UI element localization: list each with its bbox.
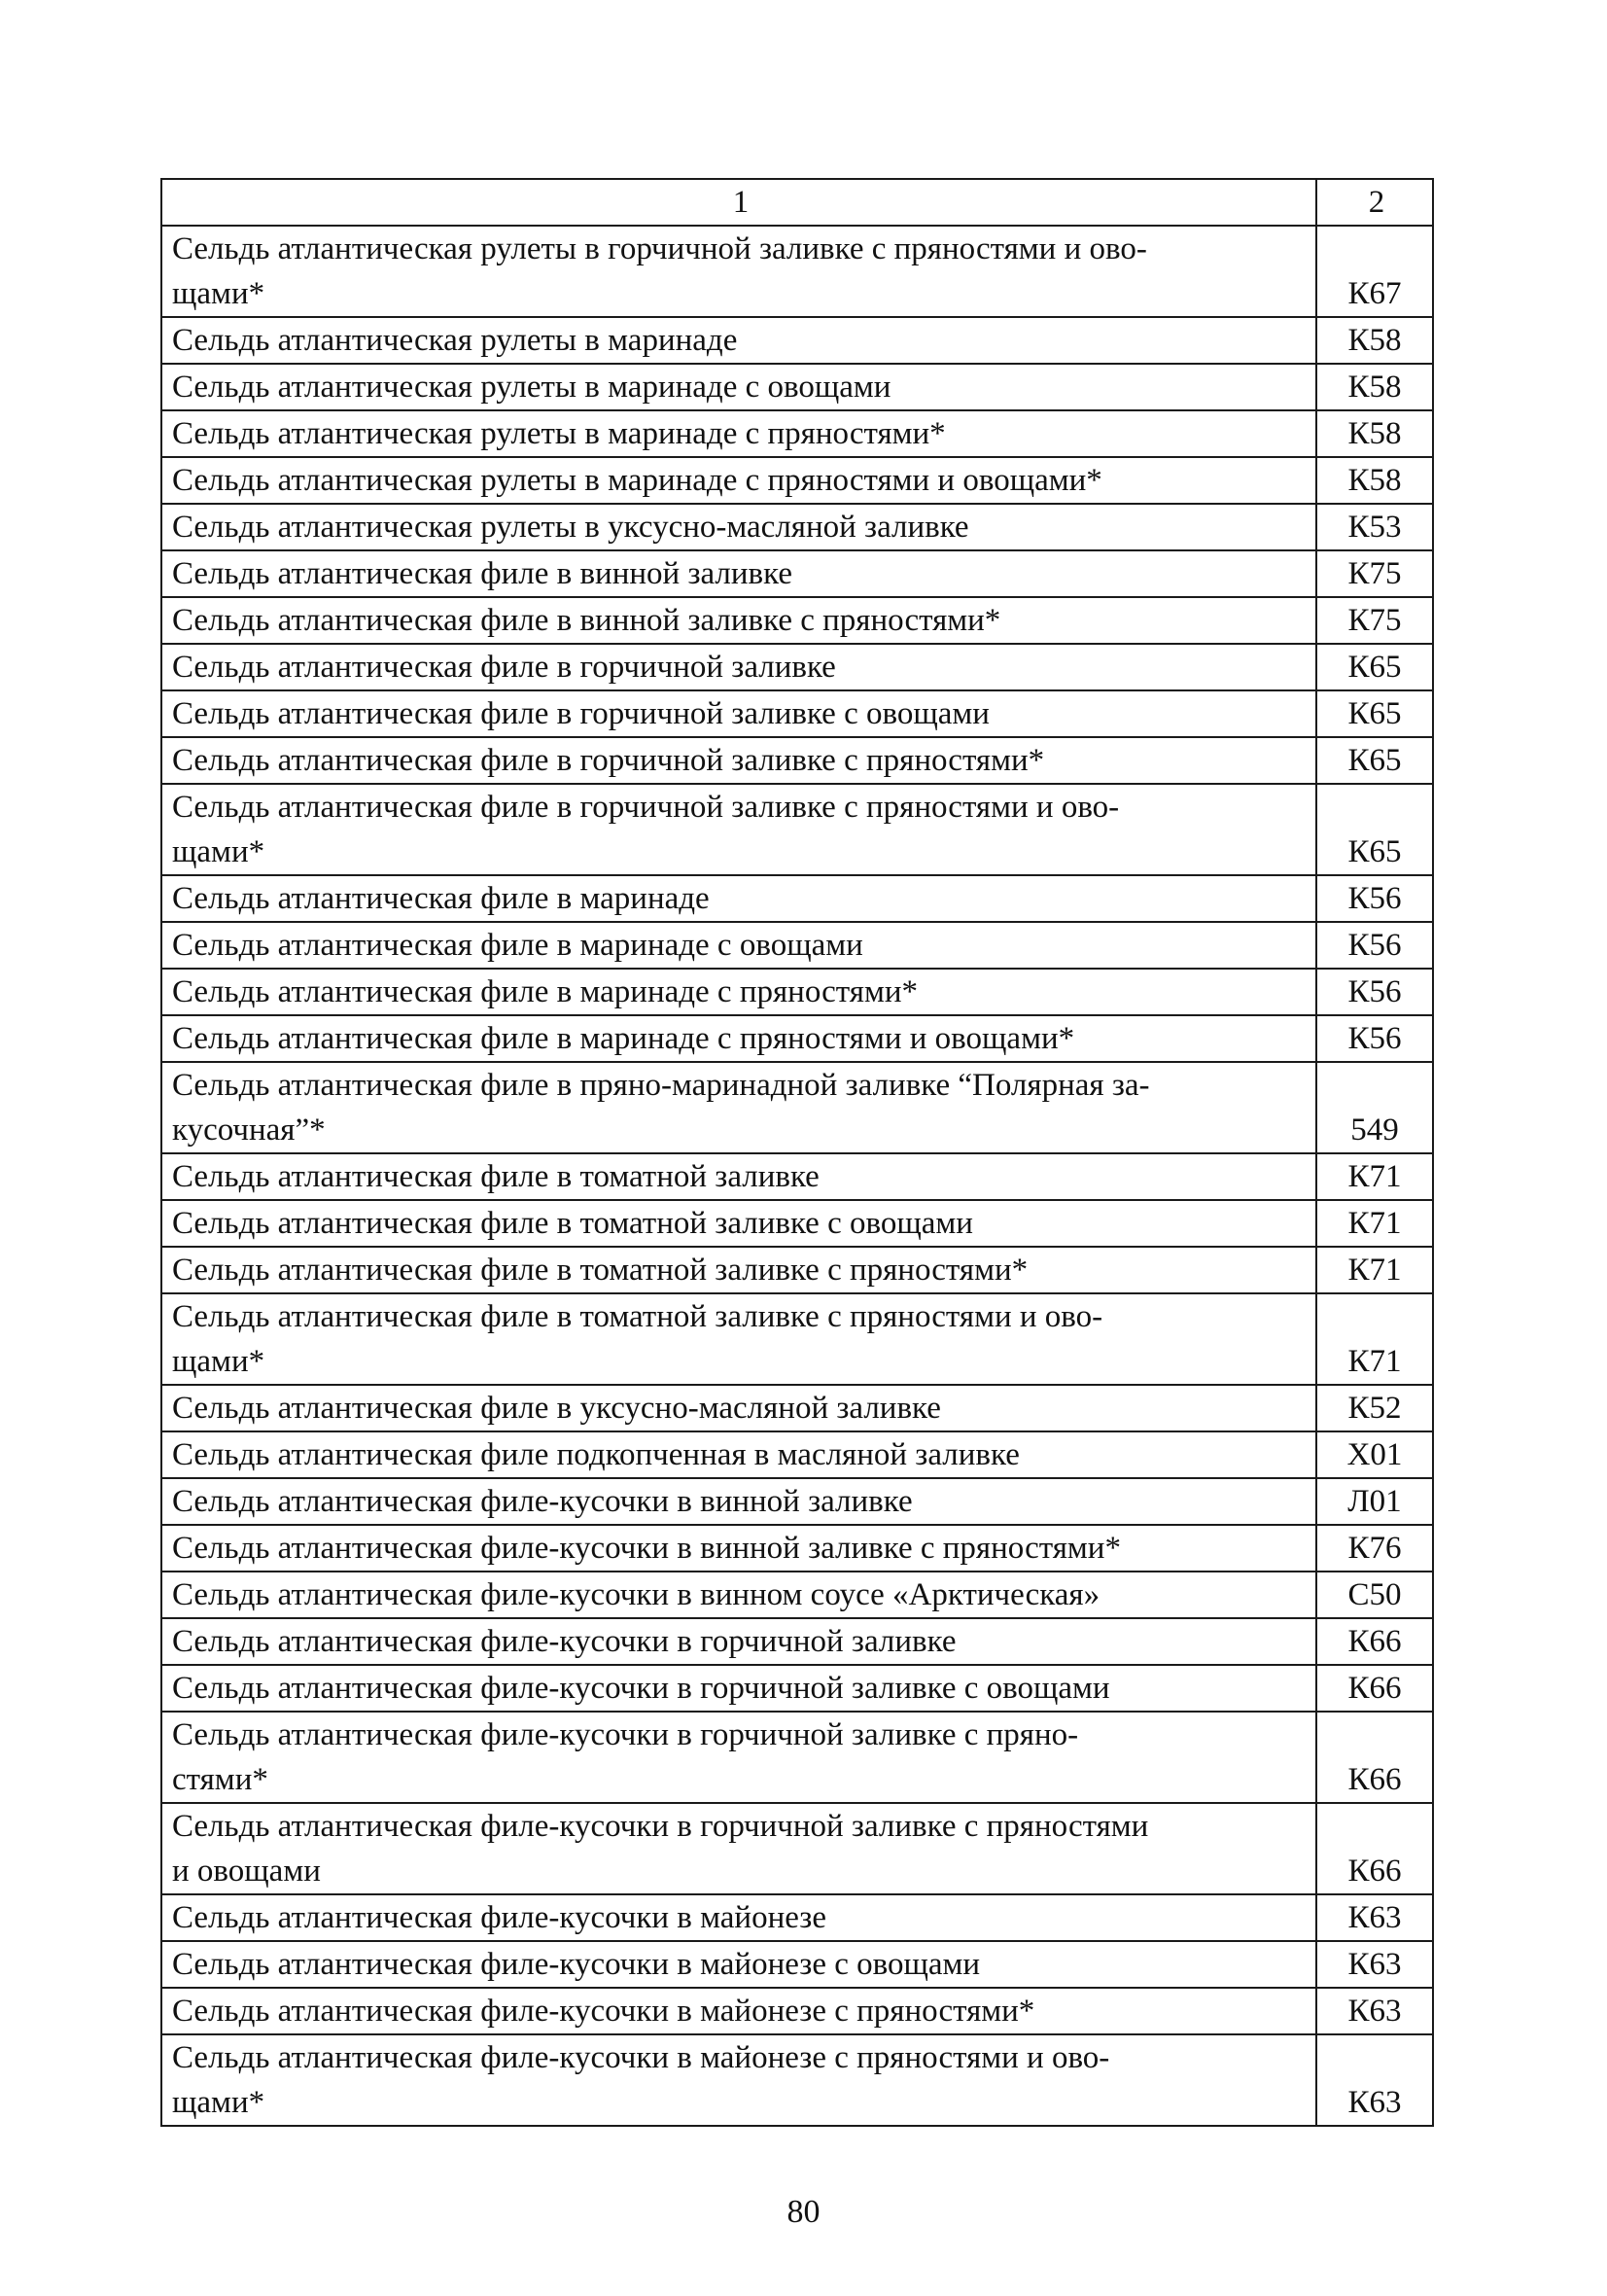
product-code-cell: К65 <box>1316 690 1433 737</box>
product-code-cell: К53 <box>1316 504 1433 550</box>
product-name-line: Сельдь атлантическая филе в томатной заливке с пряностями и ово- <box>172 1299 1103 1334</box>
table-row <box>161 644 1433 690</box>
table-header-row <box>161 179 1433 226</box>
product-name-cell <box>161 1385 1316 1431</box>
table-row <box>161 1293 1433 1385</box>
product-name-cell <box>161 317 1316 364</box>
table-row <box>161 317 1433 364</box>
product-code-cell: К71 <box>1316 1153 1433 1200</box>
product-name-line: Сельдь атлантическая рулеты в маринаде <box>172 323 738 358</box>
product-name-line: Сельдь атлантическая рулеты в маринаде с пряностями и овощами* <box>172 463 1102 498</box>
product-code-cell: К56 <box>1316 922 1433 969</box>
product-code-table <box>160 178 1434 2127</box>
table-row <box>161 550 1433 597</box>
product-name-line: Сельдь атлантическая филе-кусочки в горчичной заливке <box>172 1624 957 1659</box>
table-row <box>161 597 1433 644</box>
product-name-line: Сельдь атлантическая рулеты в горчичной заливке с пряностями и ово- <box>172 231 1147 266</box>
product-code-cell: 549 <box>1316 1062 1433 1153</box>
product-name-line: щами* <box>172 276 265 311</box>
product-name-cell <box>161 690 1316 737</box>
table-row <box>161 875 1433 922</box>
product-name-line: Сельдь атлантическая филе в маринаде <box>172 881 710 916</box>
product-code-cell: К58 <box>1316 457 1433 504</box>
product-name-line: Сельдь атлантическая филе в маринаде с пряностями* <box>172 974 919 1009</box>
product-name-cell <box>161 1153 1316 1200</box>
product-code-cell: К75 <box>1316 550 1433 597</box>
product-name-line: Сельдь атлантическая филе в маринаде с пряностями и овощами* <box>172 1021 1075 1056</box>
product-name-line: стями* <box>172 1762 268 1797</box>
product-code-cell: К56 <box>1316 875 1433 922</box>
product-name-cell <box>161 1015 1316 1062</box>
table-row <box>161 410 1433 457</box>
table-row <box>161 226 1433 317</box>
product-name-cell <box>161 1200 1316 1247</box>
product-code-cell: К63 <box>1316 1988 1433 2034</box>
product-name-cell <box>161 504 1316 550</box>
product-name-line: Сельдь атлантическая филе-кусочки в майонезе <box>172 1900 826 1935</box>
table-row <box>161 1941 1433 1988</box>
product-code-cell: К67 <box>1316 226 1433 317</box>
product-name-line: Сельдь атлантическая филе в горчичной заливке <box>172 650 836 685</box>
table-row <box>161 1988 1433 2034</box>
product-name-line: щами* <box>172 2085 265 2120</box>
product-name-line: Сельдь атлантическая филе в горчичной заливке с овощами <box>172 696 990 731</box>
table-row <box>161 1247 1433 1293</box>
product-name-line: щами* <box>172 1344 265 1379</box>
table-row <box>161 504 1433 550</box>
product-name-line: Сельдь атлантическая рулеты в маринаде с овощами <box>172 370 891 405</box>
table-row <box>161 1153 1433 1200</box>
table-row <box>161 1015 1433 1062</box>
table-row <box>161 457 1433 504</box>
product-code-cell: К71 <box>1316 1200 1433 1247</box>
product-name-cell <box>161 1712 1316 1803</box>
table-row <box>161 1712 1433 1803</box>
product-name-line: Сельдь атлантическая филе в пряно-маринадной заливке “Полярная за- <box>172 1068 1150 1103</box>
product-name-line: Сельдь атлантическая филе-кусочки в винном соусе «Арктическая» <box>172 1577 1100 1612</box>
product-name-line: Сельдь атлантическая рулеты в маринаде с пряностями* <box>172 416 946 451</box>
product-name-cell <box>161 1941 1316 1988</box>
table-row <box>161 922 1433 969</box>
product-code-cell: К66 <box>1316 1665 1433 1712</box>
table-row <box>161 784 1433 875</box>
table-row <box>161 969 1433 1015</box>
table-row <box>161 1572 1433 1618</box>
product-name-line: Сельдь атлантическая филе-кусочки в горчичной заливке с пряно- <box>172 1717 1079 1752</box>
product-name-line: Сельдь атлантическая филе в горчичной заливке с пряностями и ово- <box>172 790 1120 825</box>
product-name-cell <box>161 1572 1316 1618</box>
product-name-cell <box>161 1803 1316 1894</box>
product-name-line: Сельдь атлантическая филе в винной заливке <box>172 556 792 591</box>
table-row <box>161 737 1433 784</box>
product-name-line: Сельдь атлантическая рулеты в уксусно-масляной заливке <box>172 510 969 545</box>
product-code-cell: К65 <box>1316 644 1433 690</box>
table-row <box>161 1665 1433 1712</box>
product-code-cell: К63 <box>1316 2034 1433 2126</box>
table-row <box>161 1200 1433 1247</box>
product-name-cell <box>161 1247 1316 1293</box>
product-name-cell <box>161 1988 1316 2034</box>
product-name-line: Сельдь атлантическая филе в уксусно-масляной заливке <box>172 1391 941 1426</box>
product-name-line: Сельдь атлантическая филе в горчичной заливке с пряностями* <box>172 743 1045 778</box>
page-number: 80 <box>786 2194 821 2230</box>
product-name-cell <box>161 1478 1316 1525</box>
product-name-cell <box>161 550 1316 597</box>
product-name-cell <box>161 784 1316 875</box>
table-row <box>161 1525 1433 1572</box>
table-row <box>161 1385 1433 1431</box>
product-name-cell <box>161 597 1316 644</box>
product-code-cell: Х01 <box>1316 1431 1433 1478</box>
product-code-cell: К66 <box>1316 1803 1433 1894</box>
product-code-cell: К76 <box>1316 1525 1433 1572</box>
product-code-cell: К66 <box>1316 1618 1433 1665</box>
product-name-line: Сельдь атлантическая филе-кусочки в винной заливке <box>172 1484 913 1519</box>
product-name-cell <box>161 1431 1316 1478</box>
product-name-line: Сельдь атлантическая филе в томатной заливке с овощами <box>172 1206 973 1241</box>
column-header-2: 2 <box>1316 179 1433 226</box>
product-name-cell <box>161 1618 1316 1665</box>
product-code-cell: Л01 <box>1316 1478 1433 1525</box>
product-name-cell <box>161 1062 1316 1153</box>
product-name-line: Сельдь атлантическая филе-кусочки в горчичной заливке с овощами <box>172 1671 1110 1706</box>
product-name-line: кусочная”* <box>172 1113 326 1148</box>
table-row <box>161 1894 1433 1941</box>
product-name-line: Сельдь атлантическая филе-кусочки в винной заливке с пряностями* <box>172 1531 1121 1566</box>
product-name-line: Сельдь атлантическая филе в винной заливке с пряностями* <box>172 603 1001 638</box>
product-code-cell: К75 <box>1316 597 1433 644</box>
product-code-cell: К63 <box>1316 1941 1433 1988</box>
product-name-cell <box>161 875 1316 922</box>
product-code-cell: К63 <box>1316 1894 1433 1941</box>
table-row <box>161 690 1433 737</box>
product-name-cell <box>161 737 1316 784</box>
product-code-cell: К58 <box>1316 410 1433 457</box>
product-name-line: Сельдь атлантическая филе в томатной заливке с пряностями* <box>172 1253 1029 1288</box>
product-code-cell: К65 <box>1316 784 1433 875</box>
product-code-cell: К52 <box>1316 1385 1433 1431</box>
product-name-cell <box>161 1665 1316 1712</box>
product-name-cell <box>161 969 1316 1015</box>
table-row <box>161 1478 1433 1525</box>
product-name-cell <box>161 410 1316 457</box>
product-code-cell: К71 <box>1316 1293 1433 1385</box>
product-name-line: Сельдь атлантическая филе подкопченная в масляной заливке <box>172 1437 1020 1472</box>
table-body <box>161 226 1433 2126</box>
product-code-cell: К56 <box>1316 1015 1433 1062</box>
table-row <box>161 1803 1433 1894</box>
product-name-line: Сельдь атлантическая филе-кусочки в майонезе с пряностями* <box>172 1994 1035 2029</box>
table-row <box>161 1618 1433 1665</box>
product-name-cell <box>161 2034 1316 2126</box>
product-name-cell <box>161 922 1316 969</box>
product-name-cell <box>161 1293 1316 1385</box>
product-name-line: щами* <box>172 834 265 869</box>
product-code-cell: К58 <box>1316 364 1433 410</box>
table-row <box>161 1431 1433 1478</box>
product-code-cell: К56 <box>1316 969 1433 1015</box>
product-name-line: Сельдь атлантическая филе-кусочки в майонезе с овощами <box>172 1947 981 1982</box>
product-name-line: Сельдь атлантическая филе в томатной заливке <box>172 1159 820 1194</box>
table-row <box>161 2034 1433 2126</box>
product-name-line: Сельдь атлантическая филе-кусочки в горчичной заливке с пряностями <box>172 1809 1149 1844</box>
product-name-cell <box>161 226 1316 317</box>
product-name-cell <box>161 364 1316 410</box>
product-name-line: Сельдь атлантическая филе-кусочки в майонезе с пряностями и ово- <box>172 2040 1110 2075</box>
product-name-line: Сельдь атлантическая филе в маринаде с овощами <box>172 928 863 963</box>
table-row <box>161 364 1433 410</box>
product-code-cell: К58 <box>1316 317 1433 364</box>
product-name-cell <box>161 1894 1316 1941</box>
product-code-cell: К66 <box>1316 1712 1433 1803</box>
product-name-cell <box>161 1525 1316 1572</box>
product-code-cell: К71 <box>1316 1247 1433 1293</box>
product-code-cell: С50 <box>1316 1572 1433 1618</box>
column-header-1: 1 <box>161 179 1316 226</box>
product-code-cell: К65 <box>1316 737 1433 784</box>
product-name-line: и овощами <box>172 1854 321 1889</box>
product-name-cell <box>161 644 1316 690</box>
table-row <box>161 1062 1433 1153</box>
product-name-cell <box>161 457 1316 504</box>
